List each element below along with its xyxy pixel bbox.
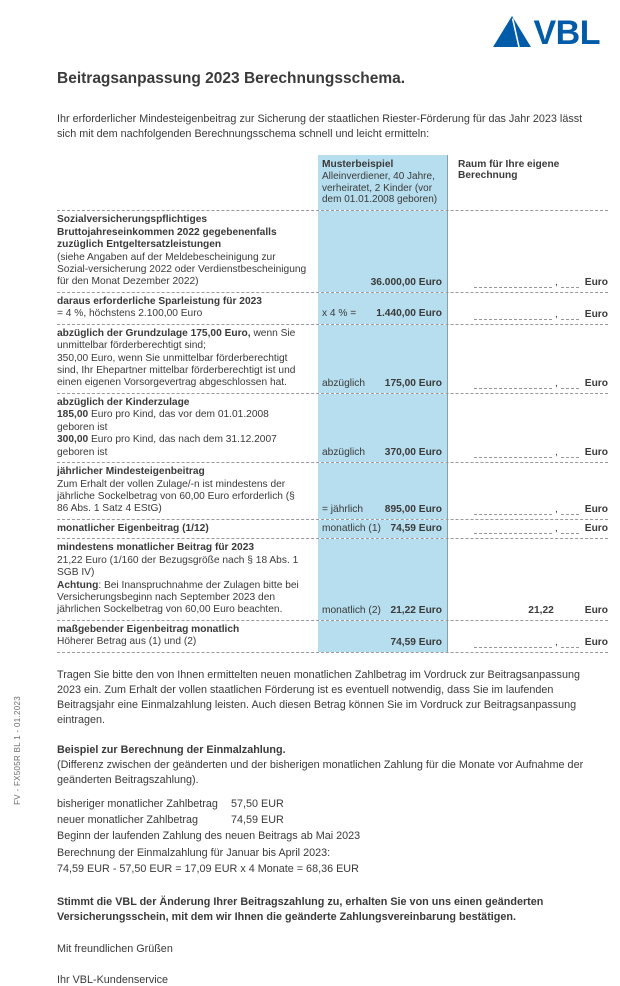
description-bold-text: abzüglich der Grundzulage 175,00 Euro, — [57, 327, 251, 339]
decimal-comma: , — [554, 636, 558, 648]
row-description — [57, 325, 318, 393]
description-bold-text: mindestens monatlicher Beitrag für 2023 — [57, 542, 255, 554]
example-operation-label: monatlich (1) — [322, 523, 381, 535]
write-in-blank-line — [474, 309, 552, 320]
example-column-header — [318, 155, 448, 210]
header-spacer — [57, 155, 318, 210]
example-pair-row — [57, 796, 608, 812]
description-line — [57, 409, 308, 434]
page-title: Beitragsanpassung 2023 Berechnungsschema. — [57, 70, 406, 87]
row-description — [57, 394, 318, 462]
row-example-cell — [318, 293, 448, 324]
row-example-cell — [318, 520, 448, 538]
description-text: 21,22 Euro (1/160 der Bezugsgröße nach § 18 Abs. 1 SGB IV) — [57, 554, 299, 579]
example-line: Berechnung der Einmalzahlung für Januar bis April 2023: — [57, 846, 331, 859]
decimal-comma: , — [554, 503, 558, 515]
currency-unit-label: Euro — [584, 636, 608, 648]
description-line — [57, 523, 308, 535]
row-own-cell — [448, 539, 608, 620]
description-line — [57, 479, 308, 516]
example-operation-label: abzüglich — [322, 446, 366, 458]
currency-unit-label: Euro — [584, 377, 608, 389]
currency-unit-label: Euro — [584, 308, 608, 320]
example-amount: 74,59 Euro — [390, 636, 442, 648]
example-line: 74,59 EUR - 57,50 EUR = 17,09 EUR x 4 Monate = 68,36 EUR — [57, 862, 359, 875]
row-example-cell — [318, 621, 448, 652]
vbl-pyramid-icon — [493, 16, 531, 47]
row-own-cell — [448, 325, 608, 393]
row-own-cell — [448, 293, 608, 324]
write-in-blank-line — [561, 504, 579, 515]
example-operation-label: = jährlich — [322, 503, 364, 515]
table-row — [57, 211, 608, 293]
description-text: = 4 %, höchstens 2.100,00 Euro — [57, 308, 203, 320]
description-text: Euro pro Kind, das nach dem 31.12.2007 geboren ist — [57, 434, 277, 458]
description-line — [57, 434, 308, 459]
currency-unit-label: Euro — [584, 523, 608, 535]
row-description — [57, 539, 318, 620]
vbl-logo-text: VBL — [533, 14, 600, 52]
description-bold-text: monatlicher Eigenbeitrag (1/12) — [57, 522, 209, 534]
table-row — [57, 539, 608, 621]
example-amount: 175,00 Euro — [384, 377, 442, 389]
description-line — [57, 296, 308, 308]
write-in-blank-line — [474, 523, 552, 534]
description-text: Euro pro Kind, das vor dem 01.01.2008 geboren ist — [57, 409, 269, 433]
row-example-cell — [318, 539, 448, 620]
row-own-cell — [448, 211, 608, 292]
description-line — [57, 636, 308, 648]
description-line — [57, 555, 308, 580]
row-description — [57, 293, 318, 324]
description-bold-text: daraus erforderliche Sparleistung für 2023 — [57, 295, 262, 307]
description-line — [57, 214, 308, 251]
description-text: Höherer Betrag aus (1) und (2) — [57, 636, 197, 648]
example-amount: 21,22 Euro — [390, 604, 442, 616]
description-bold-text: Sozialversicherungspflichtiges Bruttojahreseinkommen 2022 gegebenenfalls zuzüglich Entgeltersatzleistungen — [57, 214, 277, 251]
row-description — [57, 463, 318, 519]
row-example-cell — [318, 211, 448, 292]
decimal-comma: , — [554, 447, 558, 459]
row-own-cell — [448, 394, 608, 462]
write-in-blank-line — [474, 277, 552, 288]
write-in-blank-line — [561, 447, 579, 458]
closing-bold-paragraph: Stimmt die VBL der Änderung Ihrer Beitragszahlung zu, erhalten Sie von uns einen geänderten Versicherungsschein, mit dem wir Ihnen die geänderte Zahlungsvereinbarung bestätigen. — [57, 895, 544, 924]
currency-unit-label: Euro — [584, 503, 608, 515]
pair-label: bisheriger monatlicher Zahlbetrag — [57, 797, 218, 810]
table-row — [57, 463, 608, 520]
example-amount: 74,59 Euro — [390, 523, 442, 535]
description-bold-text: maßgebender Eigenbeitrag monatlich — [57, 623, 240, 635]
row-description — [57, 211, 318, 292]
form-code: FV - FX505R BL 1 - 01.2023 — [13, 696, 22, 805]
row-description — [57, 520, 318, 538]
description-text: 350,00 Euro, wenn Sie unmittelbar förderberechtigt sind, Ihr Ehepartner mittelbar förderberechtigt ist und einen eigenen Vorsorgevertrag abgeschlossen hat. — [57, 352, 296, 389]
description-line — [57, 328, 308, 353]
own-amount: 21,22 — [528, 604, 554, 616]
greeting-text: Mit freundlichen Grüßen — [57, 943, 173, 956]
example-operation-label: abzüglich — [322, 377, 366, 389]
decimal-comma: , — [554, 377, 558, 389]
decimal-comma: , — [554, 276, 558, 288]
pair-label: neuer monatlicher Zahlbetrag — [57, 814, 199, 827]
description-text: : Bei Inanspruchnahme der Zulagen bitte bei Versicherungsbeginn nach September 2023 den jährlichen Sockelbetrag von 60,00 Euro beachten. — [57, 579, 299, 616]
example-amount: 370,00 Euro — [384, 446, 442, 458]
row-description — [57, 621, 318, 652]
pair-value: 74,59 EUR — [231, 814, 284, 827]
description-bold-text: 300,00 — [57, 434, 89, 446]
description-line — [57, 397, 308, 409]
description-text: wenn Sie unmittelbar förderberechtigt sind; — [57, 327, 296, 352]
row-example-cell — [318, 463, 448, 519]
example-calculation-block — [57, 796, 608, 877]
description-line — [57, 252, 308, 289]
decimal-comma: , — [554, 308, 558, 320]
description-bold-text: Achtung — [57, 579, 99, 591]
description-line — [57, 308, 308, 320]
write-in-blank-line — [561, 378, 579, 389]
intro-paragraph: Ihr erforderlicher Mindesteigenbeitrag zur Sicherung der staatlichen Riester-Förderung für das Jahr 2023 lässt sich mit dem nachfolgenden Berechnungsschema schnell und leicht ermitteln: — [57, 113, 583, 140]
decimal-comma: , — [554, 523, 558, 535]
description-line — [57, 542, 308, 554]
row-own-cell — [448, 621, 608, 652]
currency-unit-label: Euro — [584, 447, 608, 459]
example-operation-label: monatlich (2) — [322, 604, 381, 616]
description-line — [57, 580, 308, 617]
example-column-title: Musterbeispiel — [322, 158, 394, 170]
document-content — [57, 70, 608, 986]
example-amount: 36.000,00 Euro — [370, 276, 442, 288]
own-column-title: Raum für Ihre eigene Berechnung — [458, 158, 560, 181]
write-in-blank-line — [561, 309, 579, 320]
signature-text: Ihr VBL-Kundenservice — [57, 974, 169, 986]
calculation-table — [57, 155, 608, 653]
description-line — [57, 624, 308, 636]
description-text: (siehe Angaben auf der Meldebescheinigung zur Sozial-versicherung 2022 oder Verdienstbescheinigung für den Monat Dezember 2022) — [57, 251, 307, 288]
row-example-cell — [318, 394, 448, 462]
table-row — [57, 520, 608, 539]
currency-unit-label: Euro — [584, 276, 608, 288]
description-bold-text: jährlicher Mindesteigenbeitrag — [57, 466, 205, 478]
example-column-subtitle: Alleinverdiener, 40 Jahre, verheiratet, 2 Kinder (vor dem 01.01.2008 geboren) — [322, 170, 438, 206]
example-amount: 1.440,00 Euro — [376, 308, 442, 320]
description-bold-text: 185,00 — [57, 409, 89, 421]
example-line: Beginn der laufenden Zahlung des neuen Beitrags ab Mai 2023 — [57, 830, 361, 843]
table-row — [57, 293, 608, 325]
row-example-cell — [318, 325, 448, 393]
description-line — [57, 466, 308, 478]
write-in-blank-line — [561, 637, 579, 648]
own-calculation-column-header — [448, 155, 608, 210]
currency-unit-label: Euro — [584, 604, 608, 616]
description-text: Zum Erhalt der vollen Zulage/-n ist mindestens der jährliche Sockelbetrag von 60,00 Euro erforderlich (§ 86 Abs. 1 Satz 4 EStG) — [57, 478, 295, 515]
table-row — [57, 325, 608, 394]
after-table-paragraph: Tragen Sie bitte den von Ihnen ermittelten neuen monatlichen Zahlbetrag im Vordruck zur Beitragsanpassung 2023 ein. Zum Erhalt der vollen staatlichen Förderung ist es eventuell notwendig, dass Sie im laufenden Beitragsjahr eine Einmalzahlung leisten. Auch diesen Betrag können Sie im Vordruck zur Beitragsanpassung eintragen. — [57, 668, 580, 727]
write-in-blank-line — [561, 277, 579, 288]
write-in-blank-line — [474, 378, 552, 389]
table-body — [57, 210, 608, 653]
pair-value: 57,50 EUR — [231, 797, 284, 810]
example-section-subheading: (Differenz zwischen der geänderten und der bisherigen monatlichen Zahlung für die Monate vor Aufnahme der geänderten Beitragszahlung). — [57, 759, 584, 787]
write-in-blank-line — [561, 523, 579, 534]
example-amount: 895,00 Euro — [384, 503, 442, 515]
row-own-cell — [448, 520, 608, 538]
table-header-row — [57, 155, 608, 210]
example-operation-label: x 4 % = — [322, 308, 357, 320]
row-own-cell — [448, 463, 608, 519]
example-section-heading: Beispiel zur Berechnung der Einmalzahlung. — [57, 744, 286, 757]
table-row — [57, 621, 608, 653]
vbl-logo — [493, 14, 601, 52]
description-line — [57, 353, 308, 390]
write-in-blank-line — [474, 637, 552, 648]
write-in-blank-line — [474, 504, 552, 515]
description-bold-text: abzüglich der Kinderzulage — [57, 396, 190, 408]
write-in-blank-line — [474, 447, 552, 458]
table-row — [57, 394, 608, 463]
example-pair-row — [57, 812, 608, 828]
